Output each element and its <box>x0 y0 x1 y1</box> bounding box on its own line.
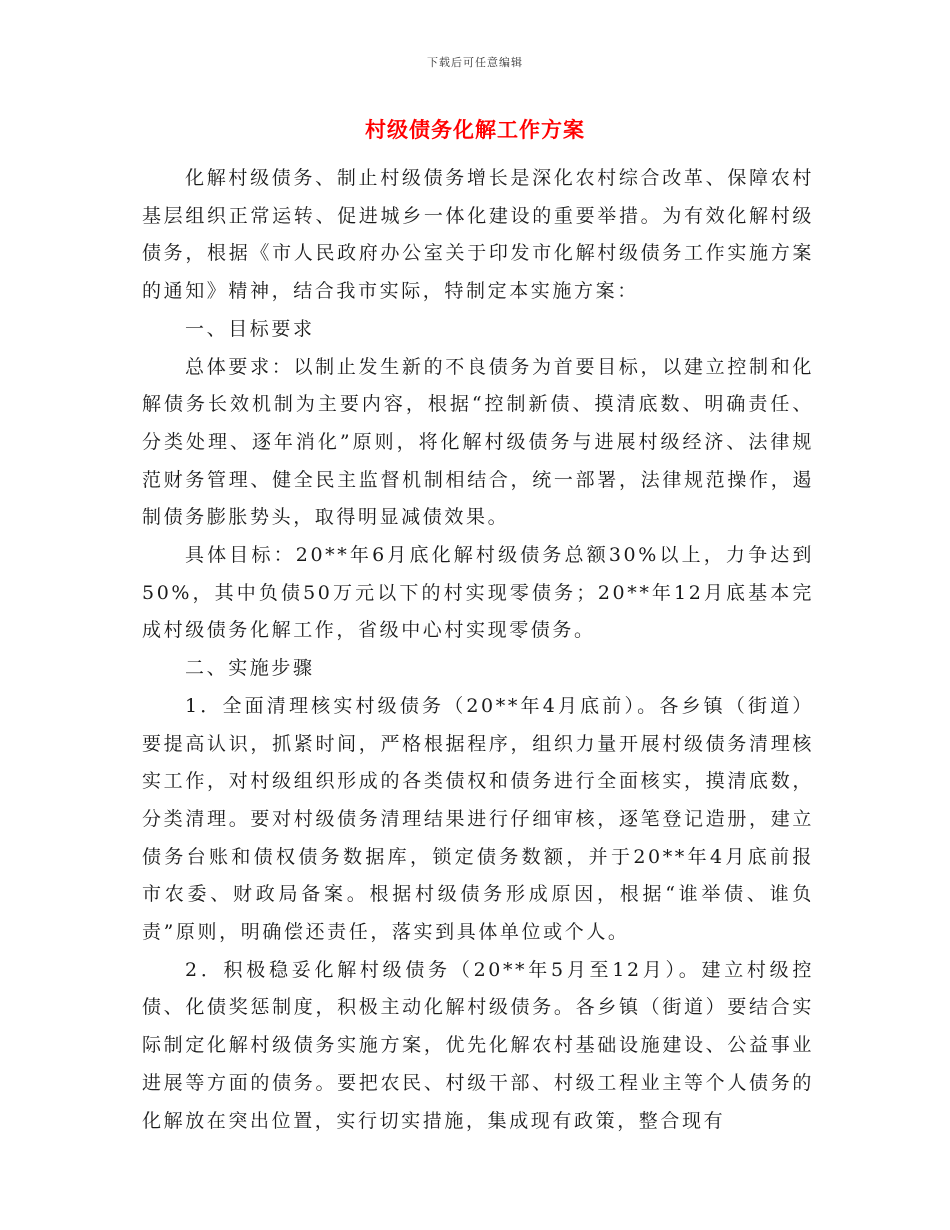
paragraph-overall-requirements: 总体要求：以制止发生新的不良债务为首要目标，以建立控制和化解债务长效机制为主要内容，根据“控制新债、摸清底数、明确责任、分类处理、逐年消化”原则，将化解村级债务与进展村级经济、法律规范财务管理、健全民主监督机制相结合，统一部署，法律规范操作，遏制债务膨胀势头，取得明显减债效果。 <box>142 355 814 529</box>
paragraph-step-2: 2．积极稳妥化解村级债务（20**年5月至12月）。建立村级控债、化债奖惩制度，积极主动化解村级债务。各乡镇（街道）要结合实际制定化解村级债务实施方案，优先化解农村基础设施建设、公益事业进展等方面的债务。要把农民、村级干部、村级工程业主等个人债务的化解放在突出位置，实行切实措施，集成现有政策，整合现有 <box>142 958 814 1132</box>
section-heading-goals: 一、目标要求 <box>185 317 315 340</box>
page-title: 村级债务化解工作方案 <box>365 117 585 142</box>
paragraph-intro: 化解村级债务、制止村级债务增长是深化农村综合改革、保障农村基层组织正常运转、促进城乡一体化建设的重要举措。为有效化解村级债务，根据《市人民政府办公室关于印发市化解村级债务工作实施方案的通知》精神，结合我市实际，特制定本实施方案： <box>142 167 814 303</box>
header-note: 下载后可任意编辑 <box>427 56 523 69</box>
paragraph-step-1: 1．全面清理核实村级债务（20**年4月底前）。各乡镇（街道）要提高认识，抓紧时间，严格根据程序，组织力量开展村级债务清理核实工作，对村级组织形成的各类债权和债务进行全面核实，摸清底数，分类清理。要对村级债务清理结果进行仔细审核，逐笔登记造册，建立债务台账和债权债务数据库，锁定债务数额，并于20**年4月底前报市农委、财政局备案。根据村级债务形成原因，根据“谁举债、谁负责”原则，明确偿还责任，落实到具体单位或个人。 <box>142 694 814 944</box>
section-heading-steps: 二、实施步骤 <box>185 657 315 680</box>
document-body <box>142 160 814 1140</box>
paragraph-specific-goals: 具体目标：20**年6月底化解村级债务总额30%以上，力争达到50%，其中负债50万元以下的村实现零债务；20**年12月底基本完成村级债务化解工作，省级中心村实现零债务。 <box>142 544 814 642</box>
